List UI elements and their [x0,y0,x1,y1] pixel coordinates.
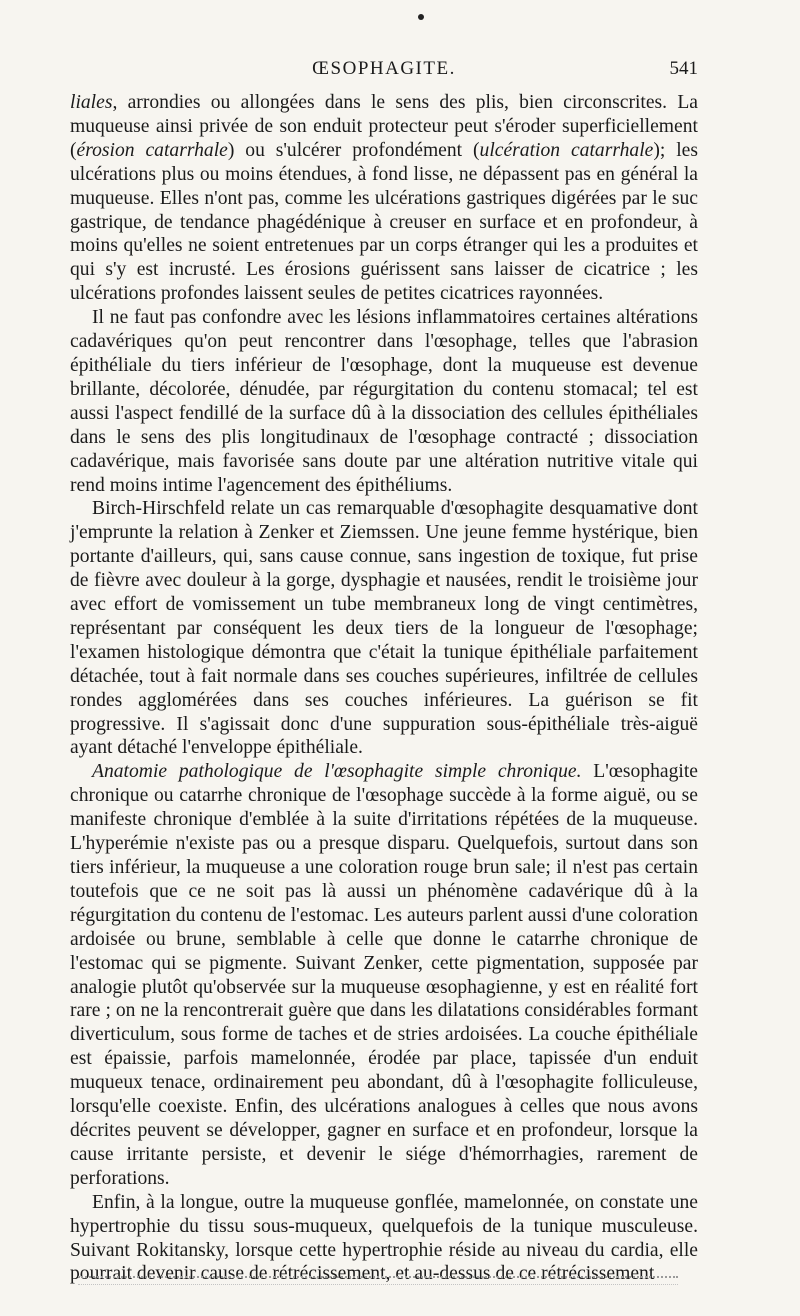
running-title: ŒSOPHAGITE. [312,58,456,79]
text-run: L'œsophagite chronique ou catarrhe chronique de l'œsophage succède à la forme aiguë, ou se manifeste chronique d'emblée à la suite d'irritations répétées de la muqueuse. L'hyperémie n'existe pas ou a presque disparu. Quelquefois, surtout dans son tiers inférieur, la muqueuse a une coloration rouge brun sale; il n'est pas certain toutefois que ce ne soit pas là aussi un phénomène cadavérique dû à la régurgitation du contenu de l'estomac. Les auteurs parlent aussi d'une coloration ardoisée ou brune, semblable à celle que donne le catarrhe chronique de l'estomac qui se pigmente. Suivant Zenker, cette pigmentation, supposée par analogie plutôt qu'observée sur la muqueuse œsophagienne, y est en réalité fort rare ; on ne la rencontrerait guère que dans les dilatations considérables formant diverticulum, sous forme de taches et de stries ardoisées. La couche épithéliale est épaissie, parfois mamelonnée, érodée par place, tapissée d'un enduit muqueux tenace, ordinairement peu abondant, dû à l'œsophagite folliculeuse, lorsqu'elle coexiste. Enfin, des ulcérations analogues à celles que nous avons décrites peuvent se développer, gagner en surface et en profondeur, lorsque la cause irritante persiste, et devenir le siége d'hémorrhagies, rarement de perforations. [70,761,698,1189]
text-run: érosion catarrhale [76,139,228,161]
text-run: Il ne faut pas confondre avec les lésions inflammatoires certaines altérations cadavériques qu'on peut rencontrer dans l'œsophage, telles que l'abrasion épithéliale du tiers inférieur de l'œsophage, dont la muqueuse est devenue brillante, décolorée, dénudée, par régurgitation du contenu stomacal; tel est aussi l'aspect fendillé de la surface dû à la dissociation des cellules épithéliales dans le sens des plis longitudinaux de l'œsophage contracté ; dissociation cadavérique, mais favorisée sans doute par une altération nutritive vitale qui rend moins intime l'agencement des épithéliums. [70,307,698,496]
paragraph [70,497,698,760]
text-run: ); les ulcérations plus ou moins étendues, à fond lisse, ne dépassent pas en général la muqueuse. Elles n'ont pas, comme les ulcérations gastriques digérées par le suc gastrique, de tendance phagédénique à creuser en surface et en profondeur, à moins qu'elles ne soient entretenues par un corps étranger qui les a produites et qui s'y est incrusté. Les érosions guérissent sans laisser de cicatrice ; les ulcérations profondes laissent seules de petites cicatrices rayonnées. [70,139,698,305]
body-text [70,91,698,1286]
paragraph [70,91,698,306]
bleed-through-line [78,1276,678,1278]
text-run: liales [70,92,113,113]
paragraph [70,1191,698,1287]
page-number: 541 [669,58,698,79]
page-header [70,58,698,88]
text-run: Birch-Hirschfeld relate un cas remarquable d'œsophagite desquamative dont j'emprunte la relation à Zenker et Ziemssen. Une jeune femme hystérique, bien portante d'ailleurs, qui, sans cause connue, sans ingestion de toxique, fut prise de fièvre avec douleur à la gorge, dysphagie et nausées, rendit le troisième jour avec effort de vomissement un tube membraneux long de vingt centimètres, représentant par conséquent les deux tiers de la longueur de l'œsophage; l'examen histologique démontra que c'était la tunique épithéliale parfaitement détachée, tout à fait normale dans ses couches supérieures, infiltrée de cellules rondes agglomérées dans ses couches inférieures. La guérison se fit progressive. Il s'agissait donc d'une suppuration sous-épithéliale très-aiguë ayant détaché l'enveloppe épithéliale. [70,498,698,759]
paragraph [70,306,698,497]
section-heading: Anatomie pathologique de l'œsophagite simple chronique. [92,761,582,783]
text-run: ) ou s'ulcérer profondément ( [227,139,480,161]
text-run: ulcération catarrhale [479,139,654,161]
bleed-through-line [78,1284,678,1285]
text-run: Enfin, à la longue, outre la muqueuse gonflée, mamelonnée, on constate une hypertrophie du tissu sous-muqueux, quelquefois de la tunique musculeuse. Suivant Rokitansky, lorsque cette hypertrophie réside au niveau du cardia, elle pourrait devenir cause de rétrécissement, et au-dessus de ce rétrécissement [70,1191,698,1285]
text-run: , arrondies ou allongées dans le sens des plis, bien circonscrites. La muqueuse ainsi privée de son enduit protecteur peut s'éroder superficiellement ( [70,92,698,161]
ink-dot [418,14,424,20]
paragraph [70,760,698,1190]
